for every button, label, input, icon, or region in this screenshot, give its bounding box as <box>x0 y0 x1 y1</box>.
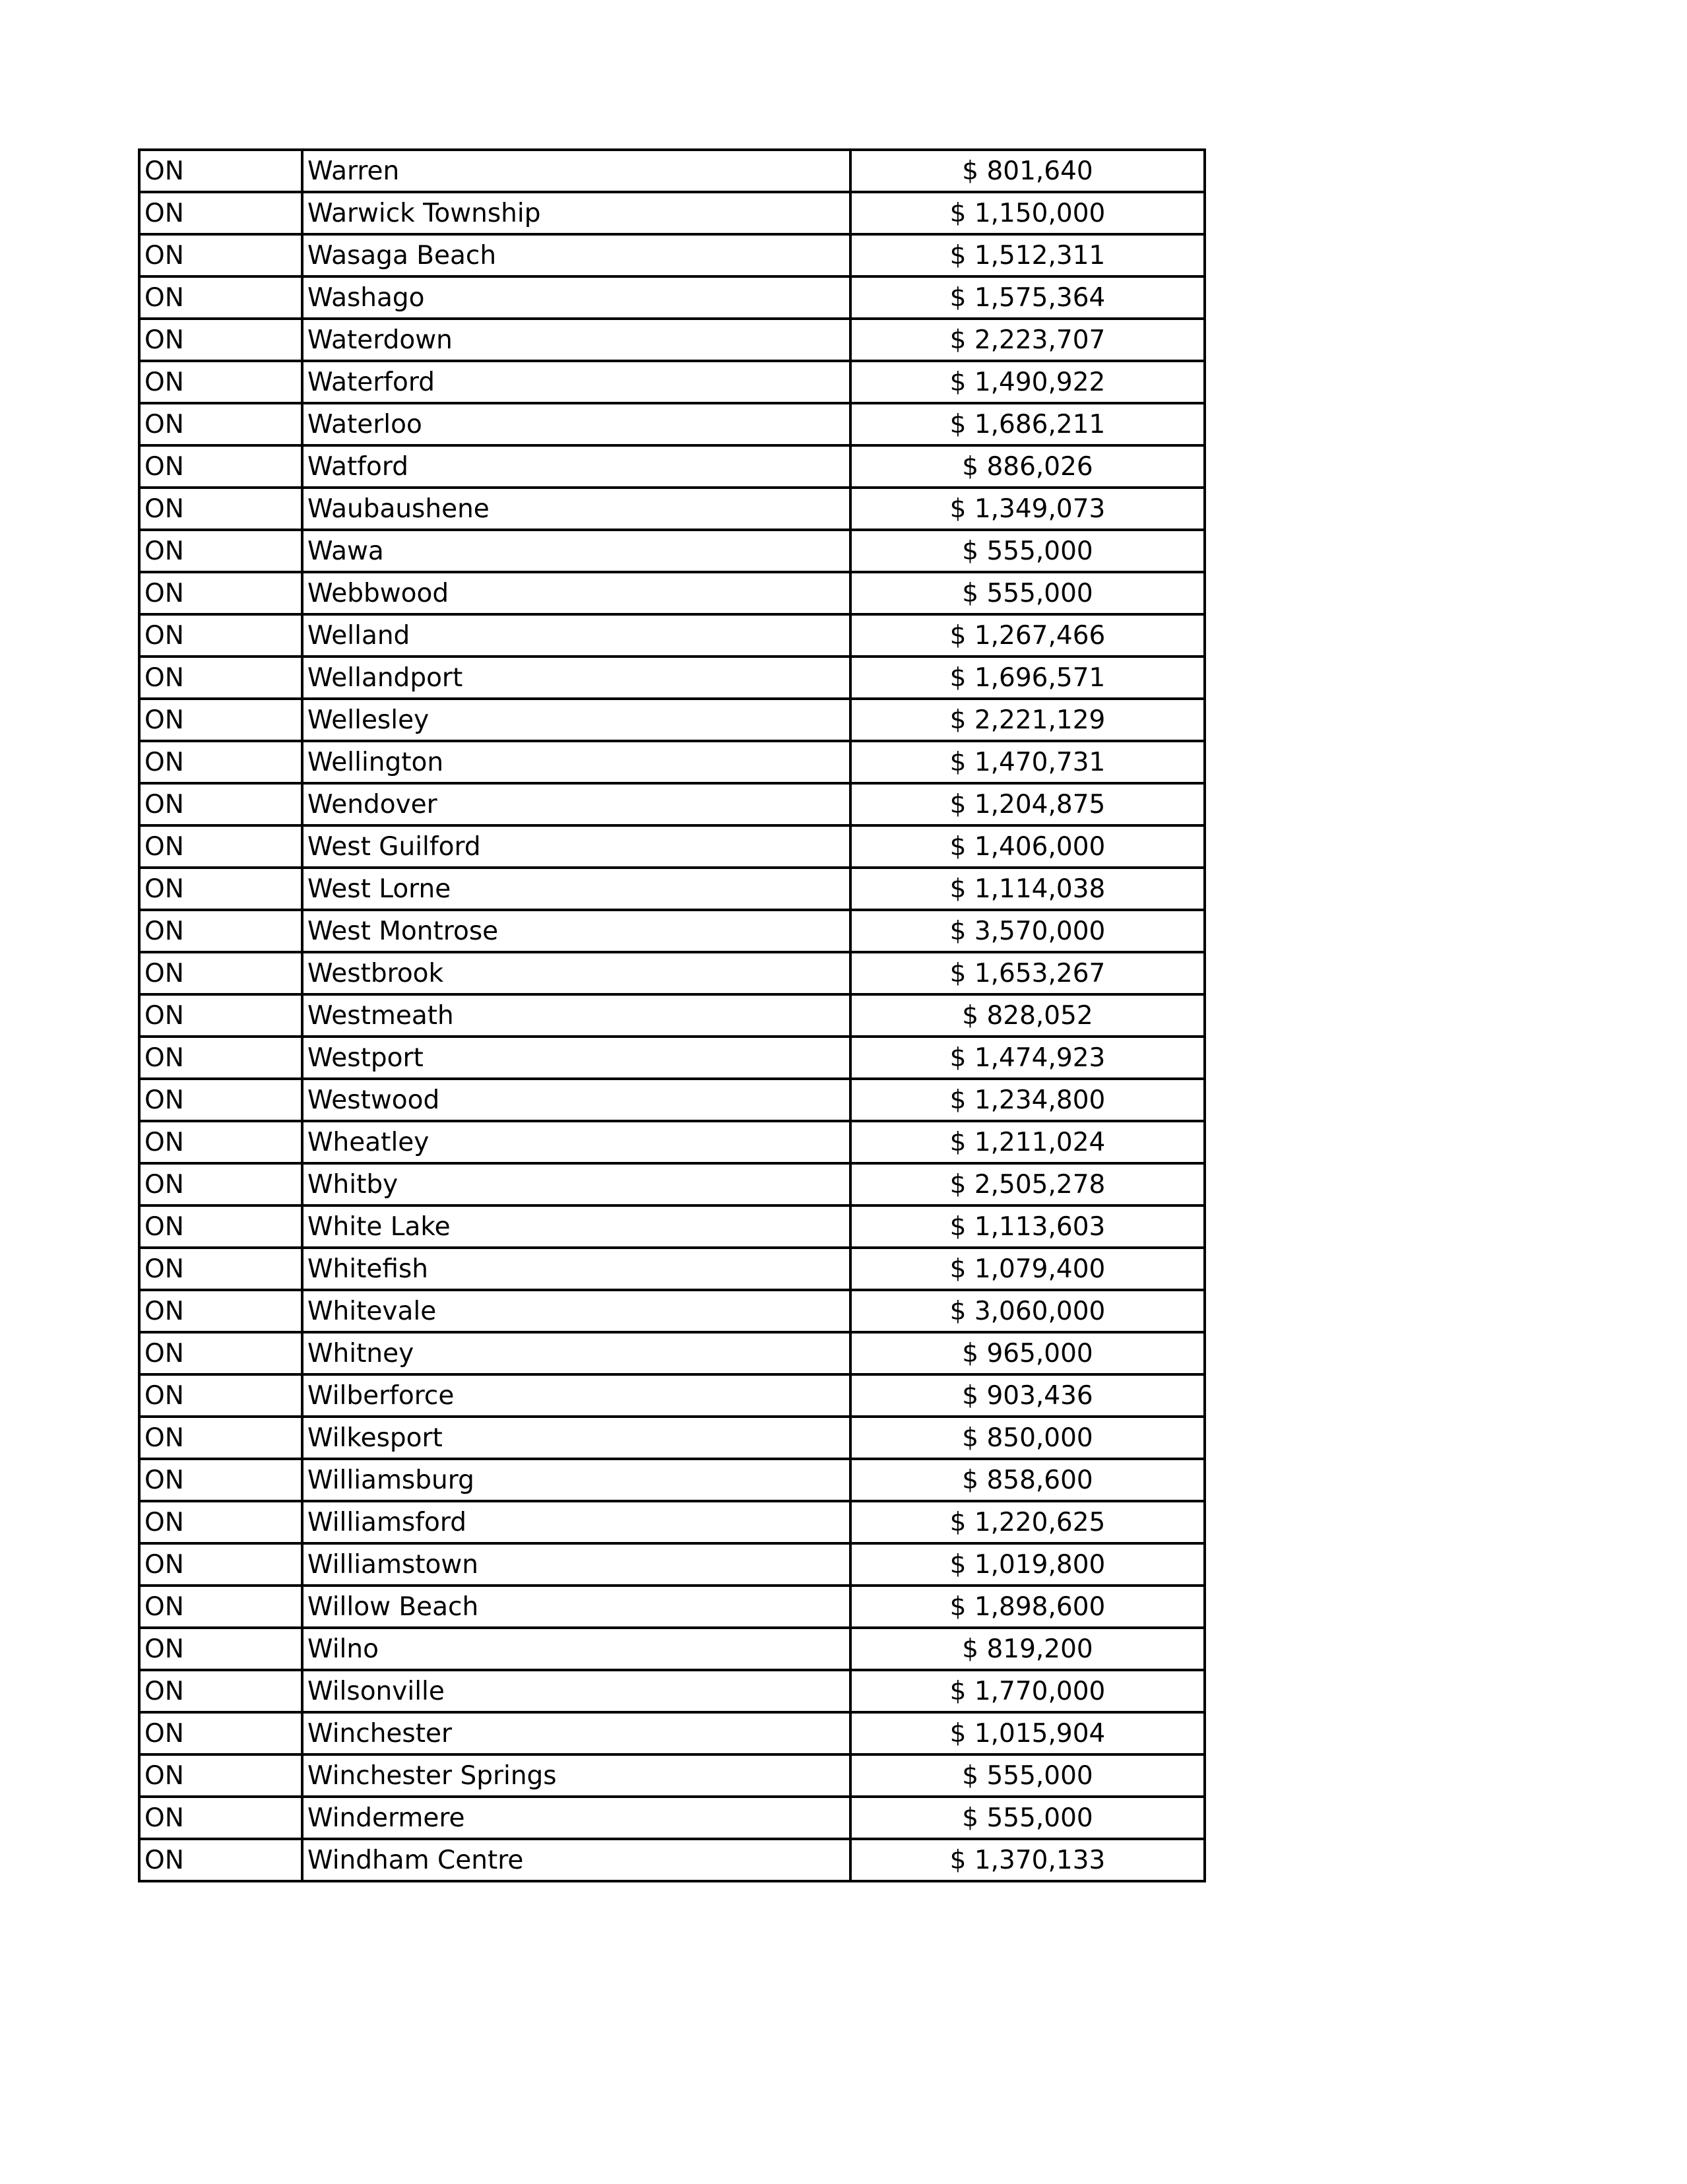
table-row <box>139 699 1205 741</box>
community-cell: Williamstown <box>302 1543 850 1586</box>
value-cell: $ 1,770,000 <box>850 1670 1205 1712</box>
province-cell: ON <box>139 1543 302 1586</box>
table-row <box>139 1374 1205 1417</box>
value-cell: $ 1,204,875 <box>850 783 1205 825</box>
community-cell: Whitevale <box>302 1290 850 1332</box>
value-cell: $ 555,000 <box>850 530 1205 572</box>
table-row <box>139 1121 1205 1163</box>
table-row <box>139 1205 1205 1248</box>
community-cell: Whitby <box>302 1163 850 1205</box>
table-row <box>139 572 1205 614</box>
province-cell: ON <box>139 1628 302 1670</box>
province-cell: ON <box>139 192 302 234</box>
province-cell: ON <box>139 1121 302 1163</box>
community-cell: Westbrook <box>302 952 850 994</box>
province-cell: ON <box>139 614 302 657</box>
community-cell: Wellandport <box>302 657 850 699</box>
table-row <box>139 1670 1205 1712</box>
value-cell: $ 1,512,311 <box>850 234 1205 276</box>
community-cell: Willow Beach <box>302 1586 850 1628</box>
community-cell: Wendover <box>302 783 850 825</box>
value-cell: $ 1,653,267 <box>850 952 1205 994</box>
table-row <box>139 1501 1205 1543</box>
table-row <box>139 1586 1205 1628</box>
community-cell: Wilberforce <box>302 1374 850 1417</box>
value-cell: $ 1,234,800 <box>850 1079 1205 1121</box>
community-cell: White Lake <box>302 1205 850 1248</box>
province-cell: ON <box>139 572 302 614</box>
value-cell: $ 1,898,600 <box>850 1586 1205 1628</box>
table-row <box>139 234 1205 276</box>
province-cell: ON <box>139 1332 302 1374</box>
community-cell: Westport <box>302 1037 850 1079</box>
province-cell: ON <box>139 783 302 825</box>
table-row <box>139 361 1205 403</box>
table-row <box>139 994 1205 1037</box>
province-cell: ON <box>139 1417 302 1459</box>
community-cell: Wilsonville <box>302 1670 850 1712</box>
value-cell: $ 1,490,922 <box>850 361 1205 403</box>
table-row <box>139 445 1205 488</box>
value-cell: $ 1,696,571 <box>850 657 1205 699</box>
province-cell: ON <box>139 1839 302 1881</box>
province-cell: ON <box>139 530 302 572</box>
table-row <box>139 1037 1205 1079</box>
value-cell: $ 1,349,073 <box>850 488 1205 530</box>
province-cell: ON <box>139 994 302 1037</box>
province-cell: ON <box>139 1163 302 1205</box>
community-cell: West Guilford <box>302 825 850 868</box>
province-cell: ON <box>139 1248 302 1290</box>
province-cell: ON <box>139 445 302 488</box>
table-row <box>139 741 1205 783</box>
community-cell: Washago <box>302 276 850 319</box>
table-row <box>139 1754 1205 1797</box>
province-cell: ON <box>139 403 302 445</box>
table-row <box>139 1332 1205 1374</box>
table-row <box>139 1543 1205 1586</box>
community-cell: Williamsburg <box>302 1459 850 1501</box>
value-cell: $ 555,000 <box>850 572 1205 614</box>
value-cell: $ 1,267,466 <box>850 614 1205 657</box>
community-cell: Wellesley <box>302 699 850 741</box>
province-cell: ON <box>139 488 302 530</box>
table-row <box>139 657 1205 699</box>
province-cell: ON <box>139 276 302 319</box>
table-row <box>139 1163 1205 1205</box>
table-row <box>139 868 1205 910</box>
value-cell: $ 1,470,731 <box>850 741 1205 783</box>
table-row <box>139 1712 1205 1754</box>
community-cell: Williamsford <box>302 1501 850 1543</box>
value-cell: $ 1,474,923 <box>850 1037 1205 1079</box>
province-cell: ON <box>139 1501 302 1543</box>
value-cell: $ 555,000 <box>850 1754 1205 1797</box>
community-cell: Waterdown <box>302 319 850 361</box>
community-cell: Watford <box>302 445 850 488</box>
value-cell: $ 858,600 <box>850 1459 1205 1501</box>
value-cell: $ 965,000 <box>850 1332 1205 1374</box>
province-cell: ON <box>139 1797 302 1839</box>
province-cell: ON <box>139 234 302 276</box>
value-cell: $ 555,000 <box>850 1797 1205 1839</box>
table-row <box>139 1417 1205 1459</box>
value-cell: $ 2,223,707 <box>850 319 1205 361</box>
value-cell: $ 1,686,211 <box>850 403 1205 445</box>
value-cell: $ 2,221,129 <box>850 699 1205 741</box>
value-cell: $ 1,211,024 <box>850 1121 1205 1163</box>
province-cell: ON <box>139 868 302 910</box>
value-cell: $ 1,220,625 <box>850 1501 1205 1543</box>
value-cell: $ 1,150,000 <box>850 192 1205 234</box>
province-cell: ON <box>139 1079 302 1121</box>
province-cell: ON <box>139 657 302 699</box>
value-cell: $ 1,019,800 <box>850 1543 1205 1586</box>
province-cell: ON <box>139 1290 302 1332</box>
table-row <box>139 1797 1205 1839</box>
community-cell: Waterloo <box>302 403 850 445</box>
province-cell: ON <box>139 1754 302 1797</box>
community-cell: Wasaga Beach <box>302 234 850 276</box>
table-row <box>139 1459 1205 1501</box>
province-cell: ON <box>139 910 302 952</box>
table-row <box>139 150 1205 192</box>
community-cell: Waterford <box>302 361 850 403</box>
province-cell: ON <box>139 1037 302 1079</box>
community-cell: Whitney <box>302 1332 850 1374</box>
table-row <box>139 1290 1205 1332</box>
value-cell: $ 850,000 <box>850 1417 1205 1459</box>
value-cell: $ 1,370,133 <box>850 1839 1205 1881</box>
table-row <box>139 910 1205 952</box>
community-cell: West Lorne <box>302 868 850 910</box>
table-row <box>139 276 1205 319</box>
community-cell: Winchester Springs <box>302 1754 850 1797</box>
community-cell: Whitefish <box>302 1248 850 1290</box>
province-cell: ON <box>139 741 302 783</box>
value-cell: $ 1,575,364 <box>850 276 1205 319</box>
community-cell: Welland <box>302 614 850 657</box>
community-cell: Wheatley <box>302 1121 850 1163</box>
table-body <box>139 150 1205 1881</box>
table-row <box>139 825 1205 868</box>
province-cell: ON <box>139 699 302 741</box>
value-cell: $ 3,060,000 <box>850 1290 1205 1332</box>
value-cell: $ 1,406,000 <box>850 825 1205 868</box>
table-row <box>139 1079 1205 1121</box>
value-cell: $ 828,052 <box>850 994 1205 1037</box>
province-cell: ON <box>139 1712 302 1754</box>
community-cell: Westmeath <box>302 994 850 1037</box>
value-cell: $ 801,640 <box>850 150 1205 192</box>
community-cell: Wilkesport <box>302 1417 850 1459</box>
community-cell: Wawa <box>302 530 850 572</box>
value-cell: $ 3,570,000 <box>850 910 1205 952</box>
community-cell: Windermere <box>302 1797 850 1839</box>
province-cell: ON <box>139 1586 302 1628</box>
community-cell: Westwood <box>302 1079 850 1121</box>
table-row <box>139 614 1205 657</box>
community-cell: Wellington <box>302 741 850 783</box>
community-cell: Webbwood <box>302 572 850 614</box>
province-cell: ON <box>139 361 302 403</box>
value-cell: $ 819,200 <box>850 1628 1205 1670</box>
community-cell: West Montrose <box>302 910 850 952</box>
table-row <box>139 488 1205 530</box>
community-cell: Warren <box>302 150 850 192</box>
province-cell: ON <box>139 1459 302 1501</box>
province-cell: ON <box>139 1374 302 1417</box>
community-cell: Winchester <box>302 1712 850 1754</box>
value-cell: $ 886,026 <box>850 445 1205 488</box>
table-row <box>139 192 1205 234</box>
data-table <box>138 148 1206 1882</box>
community-cell: Windham Centre <box>302 1839 850 1881</box>
community-cell: Warwick Township <box>302 192 850 234</box>
province-cell: ON <box>139 1670 302 1712</box>
table-row <box>139 1839 1205 1881</box>
province-cell: ON <box>139 319 302 361</box>
province-cell: ON <box>139 952 302 994</box>
table-row <box>139 1628 1205 1670</box>
value-cell: $ 2,505,278 <box>850 1163 1205 1205</box>
table-row <box>139 952 1205 994</box>
province-cell: ON <box>139 150 302 192</box>
value-cell: $ 1,114,038 <box>850 868 1205 910</box>
table-row <box>139 530 1205 572</box>
community-cell: Waubaushene <box>302 488 850 530</box>
province-cell: ON <box>139 825 302 868</box>
value-cell: $ 903,436 <box>850 1374 1205 1417</box>
table-row <box>139 319 1205 361</box>
value-cell: $ 1,113,603 <box>850 1205 1205 1248</box>
province-cell: ON <box>139 1205 302 1248</box>
community-cell: Wilno <box>302 1628 850 1670</box>
table-row <box>139 1248 1205 1290</box>
value-cell: $ 1,015,904 <box>850 1712 1205 1754</box>
table-row <box>139 783 1205 825</box>
table-row <box>139 403 1205 445</box>
value-cell: $ 1,079,400 <box>850 1248 1205 1290</box>
